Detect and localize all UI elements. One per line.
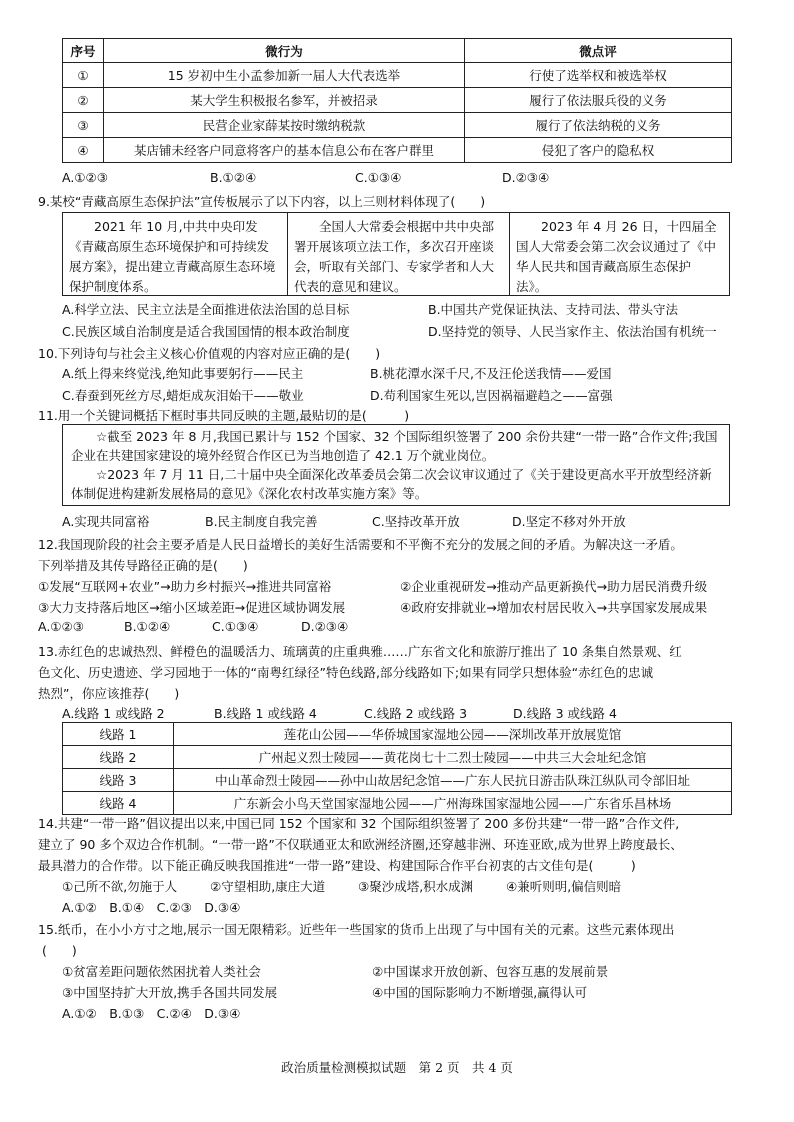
q9-stem: 9.某校“青藏高原生态保护法”宣传板展示了以下内容，以上三则材料体现了( ) <box>38 194 486 209</box>
table-row <box>63 63 732 88</box>
page-footer: 政治质量检测模拟试题 第 2 页 共 4 页 <box>281 1060 513 1075</box>
option: A.纸上得来终觉浅,绝知此事要躬行——民主 <box>62 366 304 381</box>
list-item: ④中国的国际影响力不断增强,赢得认可 <box>372 985 588 1000</box>
table-cell: 某大学生积极报名参军，并被招录 <box>104 88 465 113</box>
table-cell: 线路 1 <box>63 723 174 746</box>
table-cell: 广州起义烈士陵园——黄花岗七十二烈士陵园——中共三大会址纪念馆 <box>174 746 732 769</box>
option: A.线路 1 或线路 2 <box>62 706 165 721</box>
option: C.①③④ <box>212 619 259 634</box>
option: A.①②③ <box>38 619 84 634</box>
q11-news-box <box>62 424 730 506</box>
table-cell: 中山革命烈士陵园——孙中山故居纪念馆——广东人民抗日游击队珠江纵队司令部旧址 <box>174 769 732 792</box>
q14-stem-line2: 建立了 90 多个双边合作机制。“一带一路”不仅联通亚太和欧洲经济圈,还穿越非洲、环连亚欧,成为世界上跨度最长、 <box>38 837 683 852</box>
option: A.①②③ <box>62 170 108 185</box>
option: B.①②④ <box>124 619 171 634</box>
routes-table <box>62 722 732 815</box>
behavior-table <box>62 38 732 163</box>
option: B.中国共产党保证执法、支持司法、带头守法 <box>428 302 679 317</box>
option: B.线路 1 或线路 4 <box>214 706 317 721</box>
list-item: ②守望相助,康庄大道 <box>210 879 326 894</box>
table-header: 微行为 <box>104 39 465 63</box>
list-item: ①贫富差距问题依然困扰着人类社会 <box>62 964 261 979</box>
table-cell: 民营企业家薛某按时缴纳税款 <box>104 113 465 138</box>
material-2: 全国人大常委会根据中共中央部署开展该项立法工作，多次召开座谈会，听取有关部门、专家学者和人大代表的意见和建议。 <box>288 213 510 295</box>
list-item: ③大力支持落后地区→缩小区域差距→促进区域协调发展 <box>38 600 346 615</box>
list-item: ①发展“互联网+农业”→助力乡村振兴→推进共同富裕 <box>38 579 332 594</box>
option: D.苟利国家生死以,岂因祸福避趋之——富强 <box>370 388 613 403</box>
table-cell: 行使了选举权和被选举权 <box>465 63 732 88</box>
option: D.线路 3 或线路 4 <box>513 706 617 721</box>
q14-stem-line1: 14.共建“一带一路”倡议提出以来,中国已同 152 个国家和 32 个国际组织签署了 200 多份共建“一带一路”合作文件, <box>38 816 680 831</box>
q15-stem-line2: ( ) <box>42 943 77 958</box>
material-1: 2021 年 10 月,中共中央印发《青藏高原生态环境保护和可持续发展方案》，提出建立青藏高原生态环境保护制度体系。 <box>63 213 288 295</box>
table-cell: 履行了依法服兵役的义务 <box>465 88 732 113</box>
table-row <box>63 769 732 792</box>
table-cell: ① <box>63 63 104 88</box>
option: B.①②④ <box>210 170 257 185</box>
option: C.民族区域自治制度是适合我国国情的根本政治制度 <box>62 324 350 339</box>
table-cell: 15 岁初中生小孟参加新一届人大代表选举 <box>104 63 465 88</box>
table-row <box>63 88 732 113</box>
list-item: ④兼听则明,偏信则暗 <box>506 879 622 894</box>
table-row <box>63 792 732 815</box>
list-item: ③中国坚持扩大开放,携手各国共同发展 <box>62 985 278 1000</box>
table-row <box>63 138 732 163</box>
table-cell: 线路 3 <box>63 769 174 792</box>
material-3: 2023 年 4 月 26 日，十四届全国人大常委会第二次会议通过了《中华人民共和国青藏高原生态保护法》。 <box>516 219 717 294</box>
option: C.线路 2 或线路 3 <box>364 706 468 721</box>
table-row <box>63 746 732 769</box>
table-cell: ② <box>63 88 104 113</box>
table-cell: 某店铺未经客户同意将客户的基本信息公布在客户群里 <box>104 138 465 163</box>
q12-stem-line1: 12.我国现阶段的社会主要矛盾是人民日益增长的美好生活需要和不平衡不充分的发展之间的矛盾。为解决这一矛盾。 <box>38 537 683 552</box>
list-item: ③聚沙成塔,积水成渊 <box>358 879 474 894</box>
q13-stem-line1: 13.赤红色的忠诚热烈、鲜橙色的温暖活力、琉璃黄的庄重典雅……广东省文化和旅游厅推出了 10 条集自然景观、红 <box>38 644 682 659</box>
table-header: 微点评 <box>465 39 732 63</box>
list-item: ④政府安排就业→增加农村居民收入→共享国家发展成果 <box>400 600 708 615</box>
news-item-2: ☆2023 年 7 月 11 日,二十届中央全面深化改革委员会第二次会议审议通过了《关于建设更高水平开放型经济新体制促进构建新发展格局的意见》《深化农村改革实施方案》等。 <box>71 467 712 501</box>
table-cell: ③ <box>63 113 104 138</box>
q13-stem-line2: 色文化、历史遗迹、学习园地于一体的“南粤红绿径”特色线路,部分线路如下;如果有同学只想体验“赤红色的忠诚 <box>38 665 654 680</box>
table-cell: 履行了依法纳税的义务 <box>465 113 732 138</box>
q12-stem-line2: 下列举措及其传导路径正确的是( ) <box>38 558 248 573</box>
option: B.民主制度自我完善 <box>205 514 318 529</box>
table-header: 序号 <box>63 39 104 63</box>
table-row <box>63 113 732 138</box>
option: D.坚持党的领导、人民当家作主、依法治国有机统一 <box>428 324 717 339</box>
q15-stem-line1: 15.纸币，在小小方寸之地,展示一国无限精彩。近些年一些国家的货币上出现了与中国有关的元素。这些元素体现出 <box>38 922 675 937</box>
table-cell: 线路 4 <box>63 792 174 815</box>
q10-stem: 10.下列诗句与社会主义核心价值观的内容对应正确的是( ) <box>38 346 381 361</box>
option: A.科学立法、民主立法是全面推进依法治国的总目标 <box>62 302 350 317</box>
table-cell: ④ <box>63 138 104 163</box>
table-row <box>63 723 732 746</box>
option: D.坚定不移对外开放 <box>512 514 626 529</box>
option: D.②③④ <box>502 170 550 185</box>
q9-materials-box <box>62 212 730 296</box>
q14-options: A.①② B.①④ C.②③ D.③④ <box>62 900 241 915</box>
q15-options: A.①② B.①③ C.②④ D.③④ <box>62 1006 241 1021</box>
q11-stem: 11.用一个关键词概括下框时事共同反映的主题,最贴切的是( ) <box>38 408 410 423</box>
q14-stem-line3: 最具潜力的合作带。以下能正确反映我国推进“一带一路”建设、构建国际合作平台初衷的古文佳句是( ) <box>38 858 636 873</box>
list-item: ①己所不欲,勿施于人 <box>62 879 178 894</box>
table-cell: 线路 2 <box>63 746 174 769</box>
option: B.桃花潭水深千尺,不及汪伦送我情——爱国 <box>370 366 612 381</box>
option: C.①③④ <box>355 170 402 185</box>
table-cell: 侵犯了客户的隐私权 <box>465 138 732 163</box>
table-cell: 广东新会小鸟天堂国家湿地公园——广州海珠国家湿地公园——广东省乐昌林场 <box>174 792 732 815</box>
list-item: ②企业重视研发→推动产品更新换代→助力居民消费升级 <box>400 579 708 594</box>
option: A.实现共同富裕 <box>62 514 150 529</box>
table-cell: 莲花山公园——华侨城国家湿地公园——深圳改革开放展览馆 <box>174 723 732 746</box>
option: C.春蚕到死丝方尽,蜡炬成灰泪始干——敬业 <box>62 388 304 403</box>
option: C.坚持改革开放 <box>372 514 460 529</box>
list-item: ②中国谋求开放创新、包容互惠的发展前景 <box>372 964 609 979</box>
news-item-1: ☆截至 2023 年 8 月,我国已累计与 152 个国家、32 个国际组织签署了 200 余份共建“一带一路”合作文件;我国企业在共建国家建设的境外经贸合作区已为当地创造了 42.1 万个就业岗位。 <box>71 429 718 463</box>
option: D.②③④ <box>301 619 349 634</box>
q13-stem-line3: 热烈”，你应该推荐( ) <box>38 686 180 701</box>
